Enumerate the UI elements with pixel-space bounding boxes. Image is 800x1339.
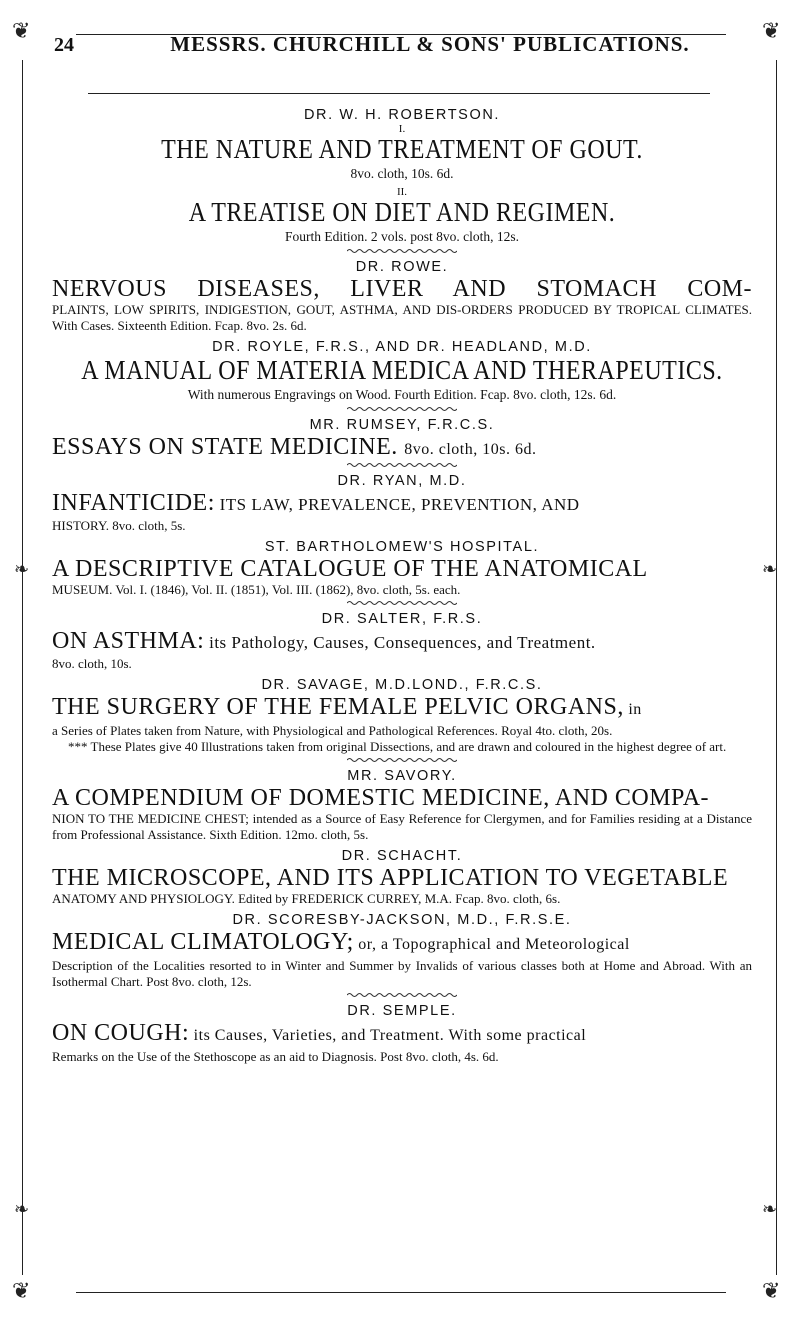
page-number: 24 (54, 34, 74, 56)
entry-title-line (52, 1020, 752, 1049)
entry-title: A COMPENDIUM OF DOMESTIC MEDICINE, AND COMPA- (52, 785, 710, 811)
wavy-divider (347, 992, 457, 998)
entry-title: A MANUAL OF MATERIA MEDICA AND THERAPEUTICS. (81, 356, 723, 386)
work-title: A TREATISE ON DIET AND REGIMEN. (188, 198, 616, 228)
entry-detail: With numerous Engravings on Wood. Fourth Edition. Fcap. 8vo. cloth, 12s. 6d. (187, 387, 617, 402)
entry-author: DR. SCORESBY-JACKSON, M.D., F.R.S.E. (232, 912, 572, 928)
entry-author: MR. SAVORY. (347, 768, 457, 784)
work-numeral: I. (398, 123, 406, 135)
work-detail: 8vo. cloth, 10s. 6d. (350, 166, 454, 181)
entry-author: MR. RUMSEY, F.R.C.S. (309, 417, 495, 433)
wavy-divider (347, 600, 457, 606)
entry-title: INFANTICIDE: (52, 490, 215, 516)
work-title: THE NATURE AND TREATMENT OF GOUT. (161, 135, 643, 165)
entry-note: *** These Plates give 40 Illustrations taken from original Dissections, and are drawn and coloured in the highest degree of art. (68, 739, 727, 754)
entry-title-rest: its Pathology, Causes, Consequences, and Treatment. (204, 633, 596, 652)
entry-title: ESSAYS ON STATE MEDICINE. (52, 434, 398, 460)
entry-detail: 8vo. cloth, 10s. 6d. (404, 441, 537, 458)
entry-description: NION TO THE MEDICINE CHEST; intended as a Source of Easy Reference for Clergymen, and for Families residing at a Distance from Professional Assistance. Sixth Edition. 12mo. cloth, 5s. (52, 811, 752, 842)
left-border (22, 60, 23, 1275)
entry-title-line (52, 490, 752, 518)
entry-author: DR. SAVAGE, M.D.LOND., F.R.C.S. (261, 677, 543, 693)
side-ornament-icon: ❧ (14, 1199, 30, 1219)
page-header (40, 30, 760, 60)
side-ornament-icon: ❧ (762, 1199, 778, 1219)
entry-description: 8vo. cloth, 10s. (52, 656, 132, 671)
work-detail: Fourth Edition. 2 vols. post 8vo. cloth, 12s. (284, 229, 519, 244)
entry-title: ON COUGH: (52, 1020, 190, 1046)
entry-author: DR. W. H. ROBERTSON. (303, 107, 501, 123)
entry-description: a Series of Plates taken from Nature, with Physiological and Pathological References. Royal 4to. cloth, 20s. (52, 723, 613, 738)
entry-author: DR. SALTER, F.R.S. (321, 611, 483, 627)
entry-title-rest: its Causes, Varieties, and Treatment. With some practical (189, 1027, 587, 1044)
corner-ornament-icon: ❦ (762, 1278, 781, 1303)
side-ornament-icon: ❧ (762, 559, 778, 579)
entry-title: THE SURGERY OF THE FEMALE PELVIC ORGANS, (52, 694, 624, 720)
entry-author: DR. RYAN, M.D. (337, 473, 467, 489)
bottom-rule (76, 1292, 726, 1293)
running-head: MESSRS. CHURCHILL & SONS' PUBLICATIONS. (170, 32, 690, 56)
entry-title-line (52, 434, 752, 460)
entry-author: DR. SEMPLE. (347, 1003, 457, 1019)
catalogue-content (52, 106, 752, 1065)
entry-title-line (52, 929, 752, 958)
corner-ornament-icon: ❦ (12, 18, 31, 43)
header-rule (88, 93, 710, 94)
entry-title-rest: in (623, 701, 642, 718)
entry-description: PLAINTS, LOW SPIRITS, INDIGESTION, GOUT, ASTHMA, AND DIS-ORDERS PRODUCED BY TROPICAL CLIMATES. With Cases. Sixteenth Edition. Fcap. 8vo. 2s. 6d. (52, 302, 752, 333)
entry-description: Description of the Localities resorted to in Winter and Summer by Invalids of various classes both at Home and Abroad. With an Isothermal Chart. Post 8vo. cloth, 12s. (52, 958, 752, 989)
work-numeral: II. (396, 186, 408, 198)
entry-description: MUSEUM. Vol. I. (1846), Vol. II. (1851), Vol. III. (1862), 8vo. cloth, 5s. each. (52, 582, 461, 597)
entry-title: ON ASTHMA: (52, 628, 205, 654)
entry-author: DR. SCHACHT. (341, 848, 463, 864)
side-ornament-icon: ❧ (14, 559, 30, 579)
wavy-divider (347, 248, 457, 254)
entry-title: A DESCRIPTIVE CATALOGUE OF THE ANATOMICAL (52, 556, 648, 582)
entry-title-rest: or, a Topographical and Meteorological (353, 936, 630, 953)
wavy-divider (347, 406, 457, 412)
entry-description: HISTORY. 8vo. cloth, 5s. (52, 518, 186, 533)
right-border (776, 60, 777, 1275)
entry-title-line (52, 694, 752, 723)
corner-ornament-icon: ❦ (762, 18, 781, 43)
entry-author: DR. ROWE. (355, 259, 449, 275)
entry-title: THE MICROSCOPE, AND ITS APPLICATION TO VEGETABLE (52, 865, 729, 891)
wavy-divider (347, 462, 457, 468)
entry-title: MEDICAL CLIMATOLOGY; (52, 929, 354, 955)
entry-author: ST. BARTHOLOMEW'S HOSPITAL. (264, 539, 540, 555)
entry-description: ANATOMY AND PHYSIOLOGY. Edited by FREDERICK CURREY, M.A. Fcap. 8vo. cloth, 6s. (52, 891, 561, 906)
entry-title-rest: ITS LAW, PREVALENCE, PREVENTION, AND (214, 495, 580, 514)
entry-title-line (52, 628, 752, 656)
wavy-divider (347, 757, 457, 763)
entry-title: NERVOUS DISEASES, LIVER AND STOMACH COM- (52, 276, 752, 302)
corner-ornament-icon: ❦ (12, 1278, 31, 1303)
entry-description: Remarks on the Use of the Stethoscope as an aid to Diagnosis. Post 8vo. cloth, 4s. 6d. (52, 1049, 499, 1064)
entry-author: DR. ROYLE, F.R.S., AND DR. HEADLAND, M.D. (212, 339, 592, 355)
